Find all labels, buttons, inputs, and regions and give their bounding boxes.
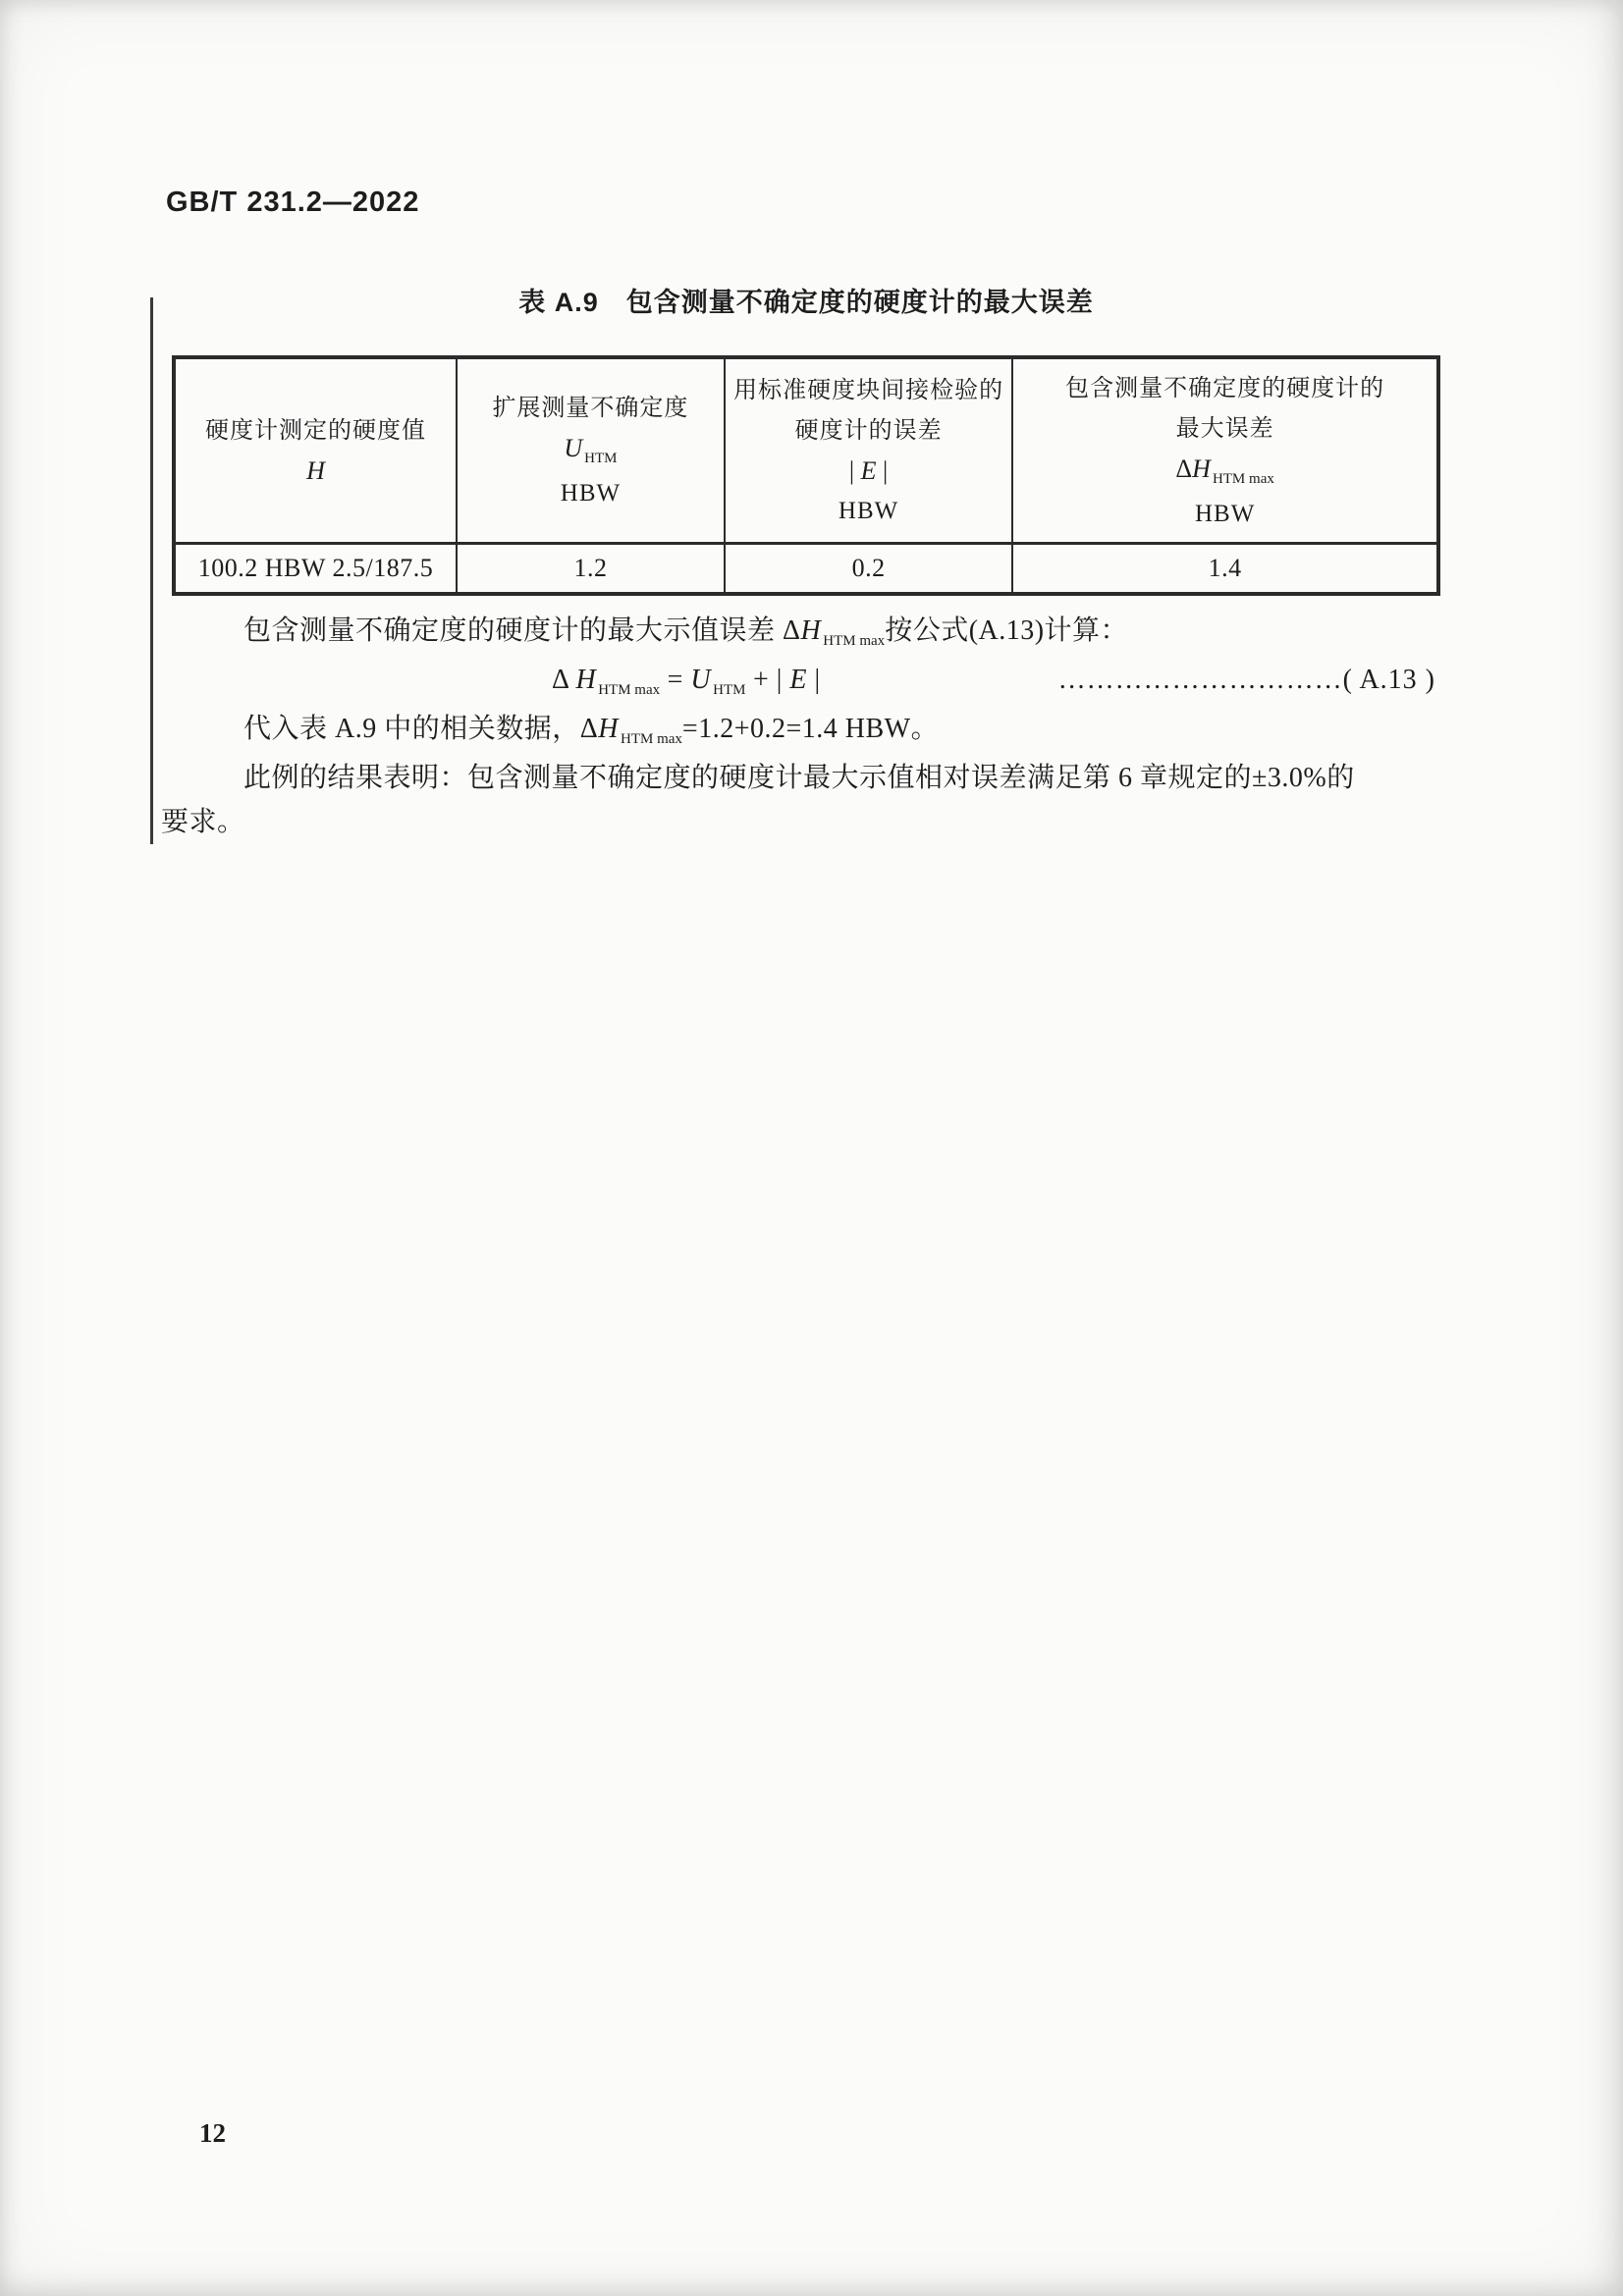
table-data-row — [174, 544, 1438, 595]
page-number: 12 — [199, 2118, 226, 2148]
standard-code: GB/T 231.2—2022 — [166, 187, 420, 218]
symbol-H: H — [575, 665, 597, 695]
paragraph-conclusion-line1: 此例的结果表明：包含测量不确定度的硬度计最大示值相对误差满足第 6 章规定的±3.0%的 — [243, 763, 1355, 793]
table-header-row — [174, 357, 1438, 544]
cell-error: 0.2 — [725, 544, 1012, 595]
abs-bar: | — [776, 665, 790, 695]
symbol-U-subscript: HTM — [713, 682, 746, 698]
symbol-U-subscript: HTM — [584, 451, 618, 466]
table-a9 — [172, 355, 1440, 596]
header-text: 最大误差 — [1175, 414, 1274, 442]
unit-hbw: HBW — [560, 480, 622, 507]
equation-expression — [552, 665, 821, 698]
symbol-delta: Δ — [552, 665, 576, 695]
header-text: 用标准硬度块间接检验的 — [733, 377, 1004, 403]
body-text-block — [161, 609, 1449, 844]
unit-hbw: HBW — [1194, 500, 1256, 527]
header-cell-error-indirect-verification — [725, 357, 1012, 544]
symbol-H: H — [1192, 454, 1211, 483]
equation-leader-and-number — [1058, 658, 1435, 702]
header-text: 硬度计的误差 — [794, 417, 943, 444]
symbol-delta: Δ — [579, 714, 599, 744]
symbol-H-subscript: HTM max — [823, 633, 886, 649]
symbol-H: H — [598, 714, 619, 744]
header-text: 硬度计测定的硬度值 — [204, 417, 426, 444]
paragraph-text: 按公式(A.13)计算： — [885, 615, 1129, 646]
symbol-H: H — [800, 615, 822, 646]
symbol-H-subscript: HTM max — [620, 731, 682, 747]
equation-a13 — [161, 658, 1449, 707]
table-title: 表 A.9 包含测量不确定度的硬度计的最大误差 — [518, 288, 1094, 317]
cell-uncertainty: 1.2 — [457, 544, 725, 595]
symbol-U: U — [690, 665, 712, 695]
symbol-H-subscript: HTM max — [1212, 470, 1274, 487]
symbol-delta: Δ — [1175, 454, 1193, 483]
leader-dots: ………………………… — [1057, 665, 1343, 695]
paragraph-formula-intro — [161, 609, 1449, 658]
abs-bar: | — [876, 456, 889, 485]
header-text: 扩展测量不确定度 — [492, 395, 689, 421]
abs-bar: | — [848, 456, 861, 485]
equals-sign: = — [660, 665, 691, 695]
paragraph-text: =1.2+0.2=1.4 HBW。 — [681, 714, 940, 744]
cell-max-error: 1.4 — [1012, 544, 1438, 595]
unit-hbw: HBW — [838, 498, 899, 524]
header-text: 包含测量不确定度的硬度计的 — [1065, 374, 1385, 401]
header-cell-hardness-value — [174, 357, 457, 544]
symbol-E: E — [860, 456, 877, 485]
plus-sign: + — [745, 665, 777, 695]
margin-change-bar — [150, 297, 153, 844]
symbol-H-subscript: HTM max — [598, 682, 661, 698]
abs-bar: | — [807, 665, 821, 695]
header-cell-max-error-with-uncertainty — [1012, 357, 1438, 544]
symbol-U: U — [564, 434, 583, 462]
symbol-H: H — [306, 456, 325, 485]
symbol-E: E — [789, 665, 808, 695]
equation-number: ( A.13 ) — [1342, 665, 1435, 695]
cell-hardness-value: 100.2 HBW 2.5/187.5 — [174, 544, 457, 595]
paragraph-text: 代入表 A.9 中的相关数据， — [243, 714, 580, 744]
paragraph-text: 包含测量不确定度的硬度计的最大示值误差 — [243, 615, 784, 646]
paragraph-substitution — [161, 707, 1449, 756]
paragraph-conclusion-line2: 要求。 — [161, 807, 245, 837]
symbol-delta: Δ — [783, 615, 801, 646]
header-cell-expanded-uncertainty — [457, 357, 725, 544]
